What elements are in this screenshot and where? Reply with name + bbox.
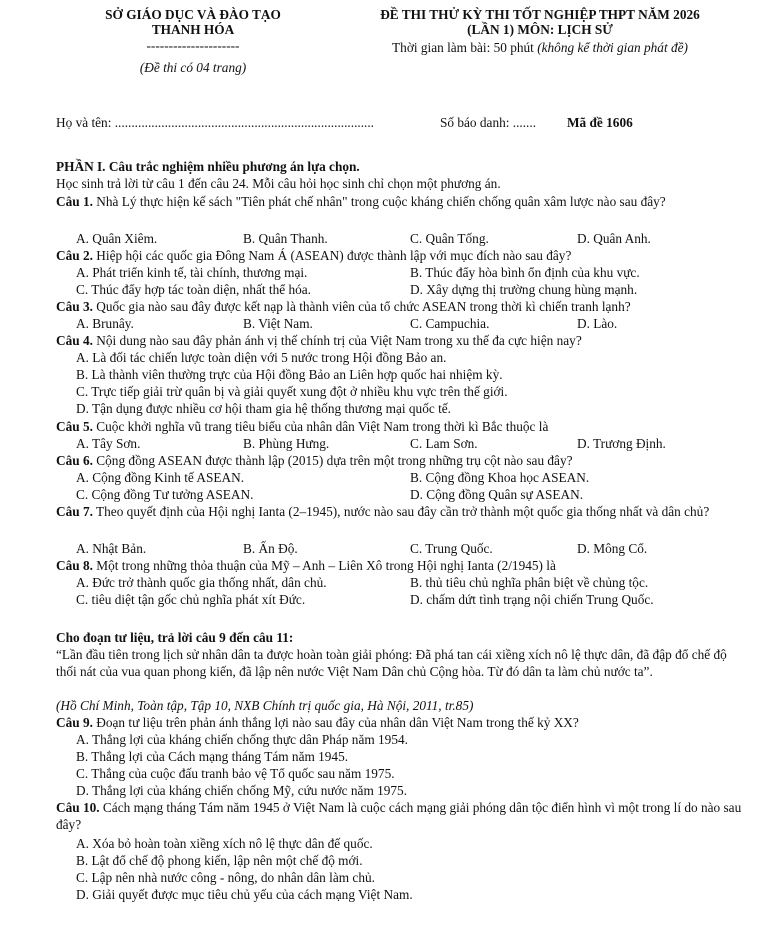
question-1	[56, 193, 746, 210]
q1-option-c[interactable]: C. Quân Tống.	[410, 231, 489, 246]
question-number: Câu 5.	[56, 419, 93, 434]
q8-option-b[interactable]: B. thủ tiêu chủ nghĩa phân biệt về chủng tộc.	[410, 575, 649, 590]
question-text: Đoạn tư liệu trên phản ánh thắng lợi nào sau đây của nhân dân Việt Nam trong thế kỷ XX?	[92, 715, 579, 730]
candidate-number: Số báo danh: .......	[440, 115, 537, 130]
part-instruction: Học sinh trả lời từ câu 1 đến câu 24. Mỗi câu hỏi học sinh chỉ chọn một phương án.	[56, 176, 501, 191]
student-name-dots: ..............................................................................	[114, 115, 375, 130]
question-number: Câu 4.	[56, 333, 93, 348]
q4-option-c[interactable]: C. Trực tiếp giải trừ quân bị và giải quyết xung đột ở nhiều khu vực trên thế giới.	[76, 384, 508, 399]
province-name: THANH HÓA	[151, 22, 235, 37]
question-text: Quốc gia nào sau đây được kết nạp là thành viên của tổ chức ASEAN trong thời kì chiến tranh lạnh?	[92, 299, 631, 314]
q2-option-b[interactable]: B. Thúc đẩy hòa bình ổn định của khu vực.	[410, 265, 640, 280]
question-number: Câu 3.	[56, 299, 93, 314]
q9-option-c[interactable]: C. Thắng của cuộc đấu tranh bảo vệ Tổ quốc sau năm 1975.	[76, 766, 395, 781]
question-text: Nhà Lý thực hiện kế sách "Tiên phát chế nhân" trong cuộc kháng chiến chống quân xâm lược nào sau đây?	[92, 194, 666, 209]
exam-time-note: (không kể thời gian phát đề)	[537, 40, 688, 55]
q9-option-a[interactable]: A. Thắng lợi của kháng chiến chống thực dân Pháp năm 1954.	[76, 732, 408, 747]
q10-option-d[interactable]: D. Giải quyết được mục tiêu chủ yếu của cách mạng Việt Nam.	[76, 887, 413, 902]
q7-option-a[interactable]: A. Nhật Bản.	[76, 541, 147, 556]
question-number: Câu 6.	[56, 453, 93, 468]
q8-option-c[interactable]: C. tiêu diệt tận gốc chủ nghĩa phát xít Đức.	[76, 592, 306, 607]
exam-title: ĐỀ THI THỬ KỲ THI TỐT NGHIỆP THPT NĂM 2026	[380, 7, 700, 22]
question-8	[56, 557, 746, 574]
q3-option-d[interactable]: D. Lào.	[577, 316, 618, 331]
question-4	[56, 332, 746, 349]
q10-option-a[interactable]: A. Xóa bỏ hoàn toàn xiềng xích nô lệ thực dân đế quốc.	[76, 836, 373, 851]
q1-option-b[interactable]: B. Quân Thanh.	[243, 231, 328, 246]
q3-option-b[interactable]: B. Việt Nam.	[243, 316, 313, 331]
exam-code: Mã đề 1606	[567, 115, 633, 130]
q1-option-d[interactable]: D. Quân Anh.	[577, 231, 651, 246]
question-number: Câu 10.	[56, 800, 100, 815]
source-quote: “Lần đầu tiên trong lịch sử nhân dân ta được hoàn toàn giải phóng: Đã phá tan cái xiềng xích nô lệ thực dân, đã đập đổ chế độ thối nát của vua quan phong kiến, đã lập nên nước Việt Nam Dân chủ Cộng hòa. Từ đó dân ta làm chủ nước ta”.	[56, 647, 727, 679]
q4-option-d[interactable]: D. Tận dụng được nhiều cơ hội tham gia hệ thống thương mại quốc tế.	[76, 401, 452, 416]
source-citation: (Hồ Chí Minh, Toàn tập, Tập 10, NXB Chính trị quốc gia, Hà Nội, 2011, tr.85)	[56, 698, 474, 713]
q6-option-c[interactable]: C. Cộng đồng Tư tưởng ASEAN.	[76, 487, 254, 502]
exam-time	[330, 39, 750, 56]
question-text: Hiệp hội các quốc gia Đông Nam Á (ASEAN) được thành lập với mục đích nào sau đây?	[92, 248, 572, 263]
q1-option-a[interactable]: A. Quân Xiêm.	[76, 231, 158, 246]
q6-option-a[interactable]: A. Cộng đồng Kinh tế ASEAN.	[76, 470, 245, 485]
question-number: Câu 8.	[56, 558, 93, 573]
question-text: Cuộc khởi nghĩa vũ trang tiêu biểu của nhân dân Việt Nam trong thời kì Bắc thuộc là	[92, 419, 549, 434]
question-text: Nội dung nào sau đây phản ánh vị thế chính trị của Việt Nam trong xu thế đa cực hiện nay?	[92, 333, 582, 348]
q7-option-c[interactable]: C. Trung Quốc.	[410, 541, 493, 556]
source-title: Cho đoạn tư liệu, trả lời câu 9 đến câu 11:	[56, 630, 294, 645]
q6-option-b[interactable]: B. Cộng đồng Khoa học ASEAN.	[410, 470, 590, 485]
student-name-label: Họ và tên:	[56, 115, 115, 130]
question-2	[56, 247, 746, 264]
q4-option-a[interactable]: A. Là đối tác chiến lược toàn diện với 5 nước trong Hội đồng Bảo an.	[76, 350, 447, 365]
q2-option-d[interactable]: D. Xây dựng thị trường chung hùng mạnh.	[410, 282, 638, 297]
question-7	[56, 503, 746, 520]
q10-option-c[interactable]: C. Lập nên nhà nước công - nông, do nhân dân làm chủ.	[76, 870, 375, 885]
question-3	[56, 298, 746, 315]
q7-option-d[interactable]: D. Mông Cổ.	[577, 541, 648, 556]
question-text: Một trong những thỏa thuận của Mỹ – Anh – Liên Xô trong Hội nghị Ianta (2/1945) là	[92, 558, 556, 573]
q5-option-d[interactable]: D. Trương Định.	[577, 436, 666, 451]
q9-option-b[interactable]: B. Thắng lợi của Cách mạng tháng Tám năm 1945.	[76, 749, 349, 764]
question-5	[56, 418, 746, 435]
q5-option-a[interactable]: A. Tây Sơn.	[76, 436, 141, 451]
question-10	[56, 799, 746, 833]
q6-option-d[interactable]: D. Cộng đồng Quân sự ASEAN.	[410, 487, 584, 502]
question-number: Câu 9.	[56, 715, 93, 730]
question-9	[56, 714, 746, 731]
department-name: SỞ GIÁO DỤC VÀ ĐÀO TẠO	[105, 7, 281, 22]
q7-option-b[interactable]: B. Ấn Độ.	[243, 541, 298, 556]
question-number: Câu 7.	[56, 504, 93, 519]
page-count-note: (Đề thi có 04 trang)	[139, 60, 247, 75]
q5-option-c[interactable]: C. Lam Sơn.	[410, 436, 478, 451]
header-divider: ---------------------	[146, 38, 240, 53]
q5-option-b[interactable]: B. Phùng Hưng.	[243, 436, 330, 451]
question-text: Theo quyết định của Hội nghị Ianta (2–1945), nước nào sau đây cần trở thành một quốc gia thống nhất và dân chủ?	[92, 504, 710, 519]
q2-option-a[interactable]: A. Phát triển kinh tế, tài chính, thương mại.	[76, 265, 308, 280]
question-6	[56, 452, 746, 469]
question-text: Cộng đồng ASEAN được thành lập (2015) dựa trên một trong những trụ cột nào sau đây?	[92, 453, 573, 468]
exam-subject: (LẦN 1) MÔN: LỊCH SỬ	[467, 22, 613, 37]
part-title: PHẦN I. Câu trắc nghiệm nhiều phương án lựa chọn.	[56, 159, 360, 174]
q9-option-d[interactable]: D. Thắng lợi của kháng chiến chống Mỹ, cứu nước năm 1975.	[76, 783, 408, 798]
q3-option-a[interactable]: A. Brunây.	[76, 316, 134, 331]
q10-option-b[interactable]: B. Lật đổ chế độ phong kiến, lập nên một chế độ mới.	[76, 853, 363, 868]
q8-option-d[interactable]: D. chấm dứt tình trạng nội chiến Trung Quốc.	[410, 592, 654, 607]
question-text: Cách mạng tháng Tám năm 1945 ở Việt Nam là cuộc cách mạng giải phóng dân tộc điển hình vì một trong lí do nào sau đây?	[56, 800, 742, 832]
question-number: Câu 2.	[56, 248, 93, 263]
q3-option-c[interactable]: C. Campuchia.	[410, 316, 490, 331]
exam-time-text: Thời gian làm bài: 50 phút	[392, 40, 538, 55]
student-name-line	[56, 114, 374, 131]
q8-option-a[interactable]: A. Đức trở thành quốc gia thống nhất, dân chủ.	[76, 575, 327, 590]
question-number: Câu 1.	[56, 194, 93, 209]
q4-option-b[interactable]: B. Là thành viên thường trực của Hội đồng Bảo an Liên hợp quốc hai nhiệm kỳ.	[76, 367, 503, 382]
q2-option-c[interactable]: C. Thúc đẩy hợp tác toàn diện, nhất thể hóa.	[76, 282, 311, 297]
